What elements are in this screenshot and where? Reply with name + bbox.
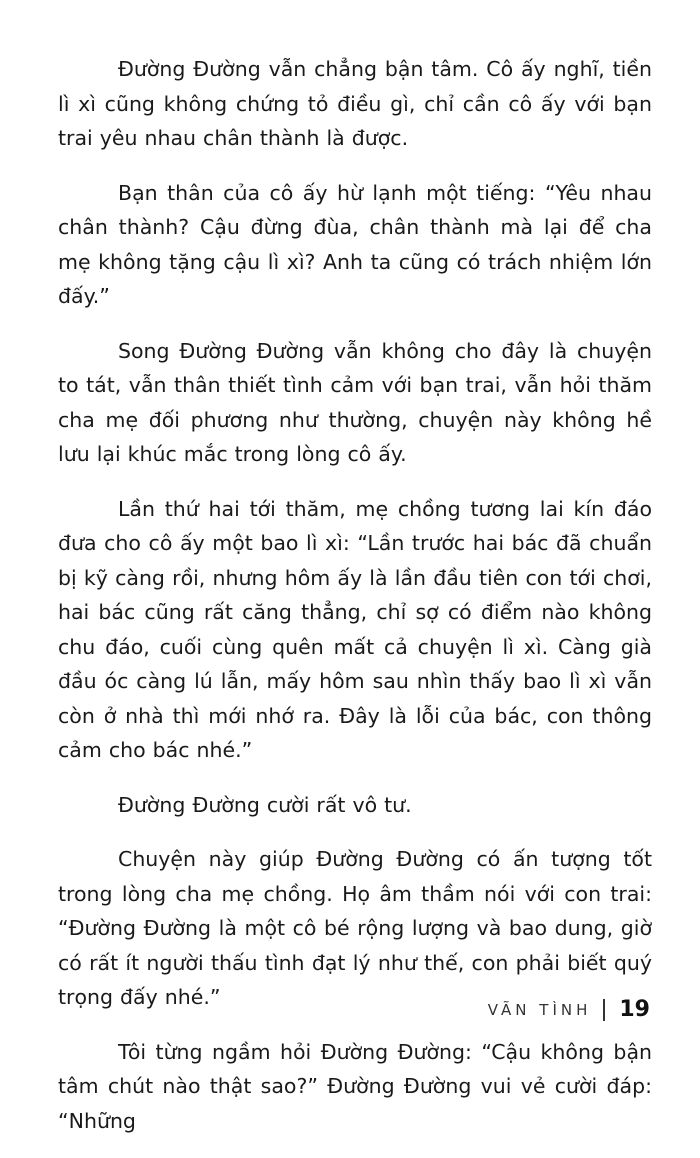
page-number: 19 <box>619 997 650 1022</box>
paragraph: Đường Đường cười rất vô tư. <box>118 792 412 817</box>
footer-divider <box>603 999 605 1021</box>
paragraph: Tôi từng ngầm hỏi Đường Đường: “Cậu không bận tâm chút nào thật sao?” Đường Đường vui vẻ cười đáp: “Những <box>58 1039 652 1133</box>
paragraph: Đường Đường vẫn chẳng bận tâm. Cô ấy nghĩ, tiền lì xì cũng không chứng tỏ điều gì, chỉ cần cô ấy với bạn trai yêu nhau chân thành là được. <box>58 57 652 150</box>
paragraph: Bạn thân của cô ấy hừ lạnh một tiếng: “Yêu nhau chân thành? Cậu đừng đùa, chân thành mà lại để cha mẹ không tặng cậu lì xì? Anh ta cũng có trách nhiệm lớn đấy.” <box>58 180 652 308</box>
running-head: VÃN TÌNH <box>487 1000 592 1019</box>
page-footer <box>488 997 650 1022</box>
paragraph: Lần thứ hai tới thăm, mẹ chồng tương lai kín đáo đưa cho cô ấy một bao lì xì: “Lần trước hai bác đã chuẩn bị kỹ càng rồi, nhưng hôm ấy là lần đầu tiên con tới chơi, hai bác cũng rất căng thẳng, chỉ sợ có điểm nào không chu đáo, cuối cùng quên mất cả chuyện lì xì. Càng già đầu óc càng lú lẫn, mấy hôm sau nhìn thấy bao lì xì vẫn còn ở nhà thì mới nhớ ra. Đây là lỗi của bác, con thông cảm cho bác nhé.” <box>58 496 652 762</box>
body-text <box>58 52 652 1158</box>
paragraph: Chuyện này giúp Đường Đường có ấn tượng tốt trong lòng cha mẹ chồng. Họ âm thầm nói với con trai: “Đường Đường là một cô bé rộng lượng và bao dung, giờ có rất ít người thấu tình đạt lý như thế, con phải biết quý trọng đấy nhé.” <box>58 847 652 1009</box>
paragraph: Song Đường Đường vẫn không cho đây là chuyện to tát, vẫn thân thiết tình cảm với bạn trai, vẫn hỏi thăm cha mẹ đối phương như thường, chuyện này không hề lưu lại khúc mắc trong lòng cô ấy. <box>58 338 652 466</box>
